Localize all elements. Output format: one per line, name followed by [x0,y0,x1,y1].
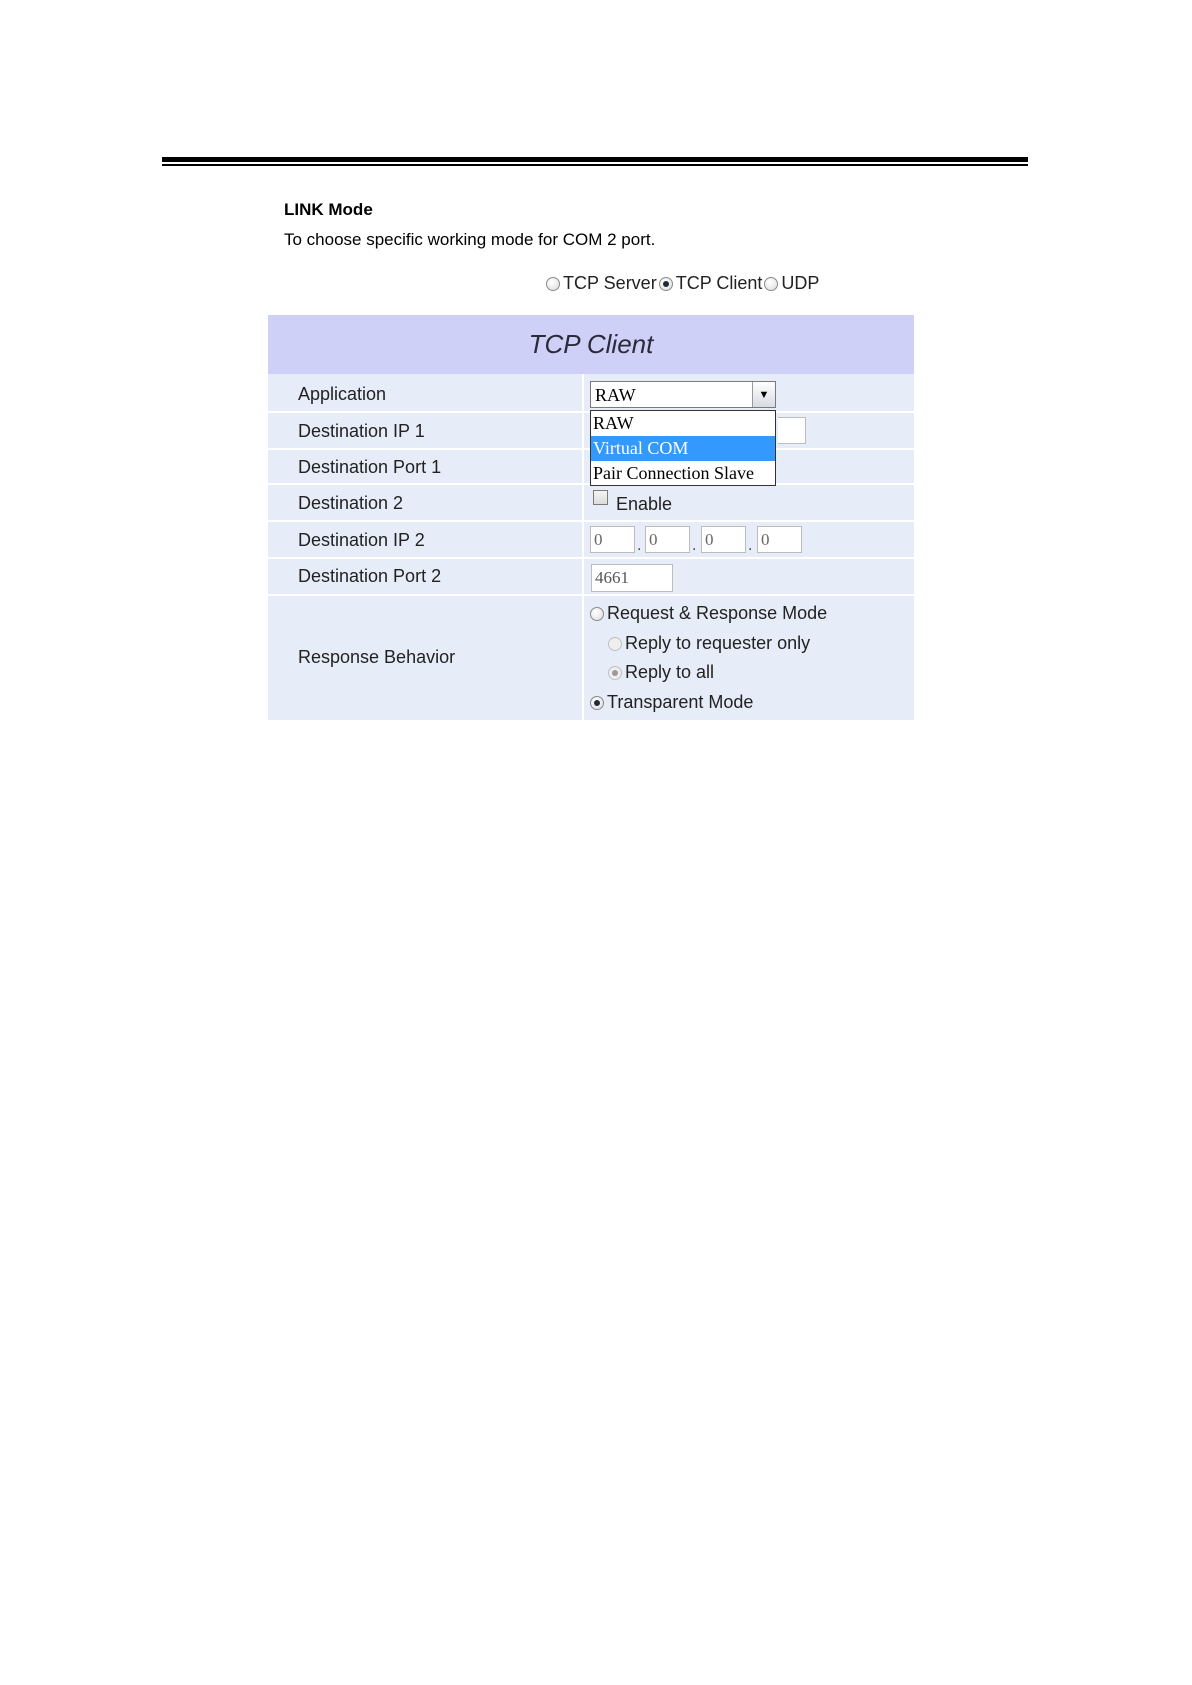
destination-port-2-input[interactable]: 4661 [591,564,673,592]
column-divider [582,374,584,720]
label-application: Application [298,384,387,404]
radio-tcp-client[interactable] [659,273,763,294]
radio-tcp-client-button[interactable] [659,277,673,291]
radio-transparent-mode[interactable] [590,692,753,713]
ip-dot: . [692,537,697,554]
dest-ip2-octet-3[interactable]: 0 [701,526,746,553]
tcp-client-panel [268,315,914,720]
destination-2-enable-checkbox[interactable] [593,490,608,505]
ip-dot: . [637,537,642,554]
chevron-down-icon[interactable]: ▼ [752,382,775,407]
application-select-value: RAW [595,385,636,405]
header-rule-thick [162,157,1028,162]
radio-transparent-mode-label: Transparent Mode [607,692,754,712]
radio-udp-label: UDP [781,273,820,293]
radio-udp[interactable] [764,273,819,294]
radio-reply-requester-button[interactable] [608,637,622,651]
application-dropdown-list [590,410,776,486]
radio-tcp-server[interactable] [546,273,657,294]
label-destination-port-2: Destination Port 2 [298,566,442,586]
row-divider [268,594,914,596]
ip-dot: . [748,537,753,554]
radio-request-response[interactable] [590,603,827,624]
panel-header: TCP Client [268,315,914,374]
radio-tcp-server-label: TCP Server [563,273,657,293]
row-divider [268,557,914,559]
radio-reply-requester-label: Reply to requester only [625,633,811,653]
label-response-behavior: Response Behavior [298,647,456,667]
radio-tcp-client-label: TCP Client [675,273,763,293]
link-mode-title: LINK Mode [284,200,373,219]
dropdown-option-pair-connection-slave[interactable]: Pair Connection Slave [593,463,754,483]
radio-reply-all-button[interactable] [608,666,622,680]
radio-udp-button[interactable] [764,277,778,291]
application-select[interactable] [590,381,776,408]
radio-tcp-server-button[interactable] [546,277,560,291]
radio-request-response-label: Request & Response Mode [607,603,828,623]
row-divider [268,520,914,522]
link-mode-radio-group [546,273,821,294]
radio-reply-all-label: Reply to all [625,662,715,682]
label-destination-ip-2: Destination IP 2 [298,530,425,550]
dest-ip2-octet-4[interactable]: 0 [757,526,802,553]
label-destination-ip-1: Destination IP 1 [298,421,425,441]
radio-request-response-button[interactable] [590,607,604,621]
radio-transparent-mode-button[interactable] [590,696,604,710]
dropdown-option-raw[interactable]: RAW [593,413,634,433]
header-rule-thin [162,164,1028,166]
label-destination-2: Destination 2 [298,493,404,513]
dest-ip2-octet-2[interactable]: 0 [645,526,690,553]
link-mode-description: To choose specific working mode for COM 2 port. [284,230,656,249]
destination-ip-1-input[interactable] [778,417,806,444]
label-destination-port-1: Destination Port 1 [298,457,442,477]
radio-reply-requester[interactable] [608,633,810,654]
destination-2-enable-label: Enable [616,494,673,514]
radio-reply-all[interactable] [608,662,714,683]
dropdown-option-virtual-com[interactable]: Virtual COM [591,436,775,461]
dest-ip2-octet-1[interactable]: 0 [590,526,635,553]
